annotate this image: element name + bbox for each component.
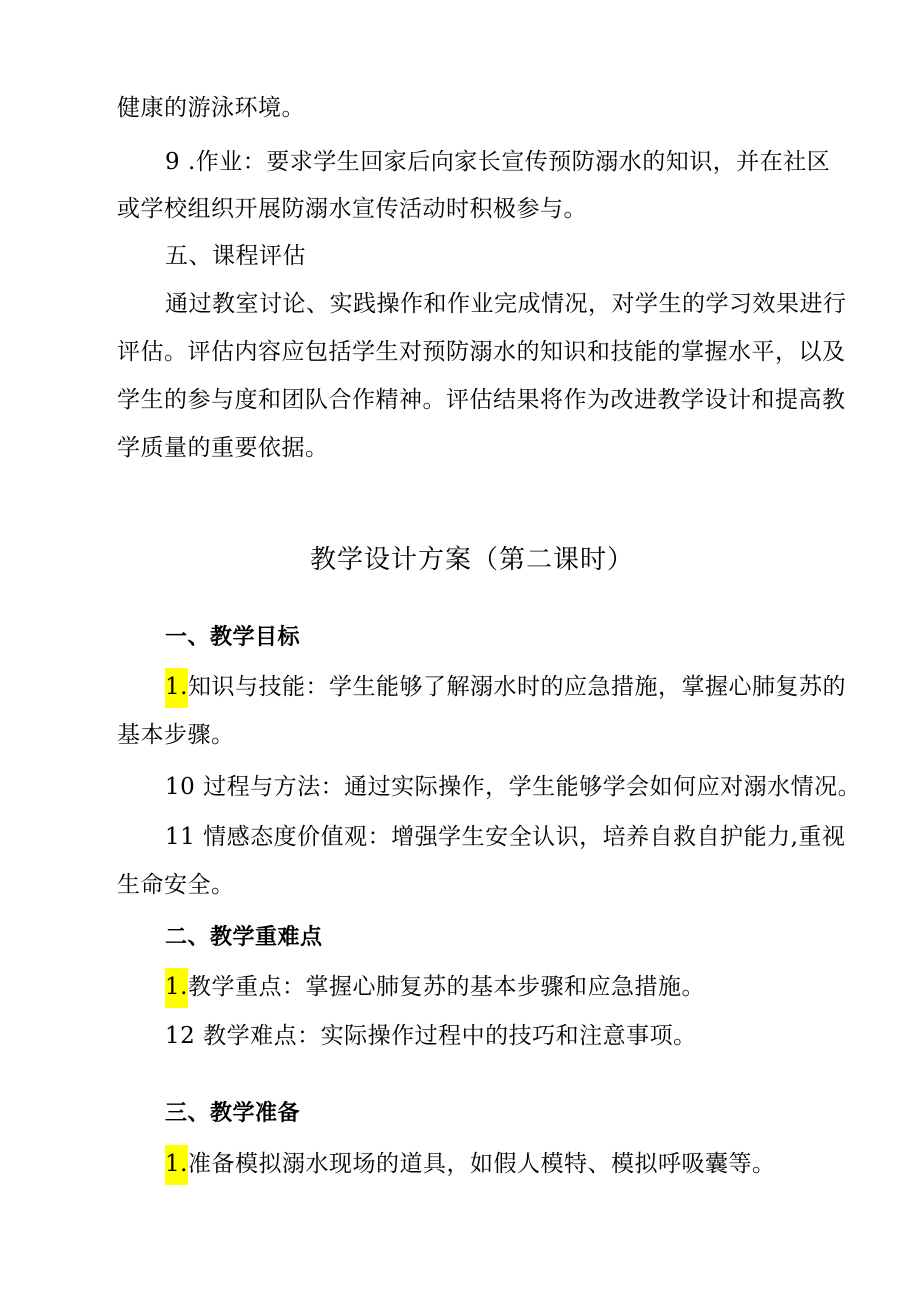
objective-item-line: 生命安全。 <box>117 872 235 898</box>
key-point-item: 12 教学难点：实际操作过程中的技巧和注意事项。 <box>165 1023 697 1049</box>
homework-item-line: 9 .作业：要求学生回家后向家长宣传预防溺水的知识，并在社区 <box>165 149 831 175</box>
section-heading-key-points: 二、教学重难点 <box>165 925 323 950</box>
objective-item: 10 过程与方法：通过实际操作，学生能够学会如何应对溺水情况。 <box>165 774 862 800</box>
homework-item-line: 或学校组织开展防溺水宣传活动时积极参与。 <box>117 196 587 222</box>
page-title: 教学设计方案（第二课时） <box>310 545 635 575</box>
evaluation-paragraph-line: 学质量的重要依据。 <box>117 435 329 461</box>
objective-item: 11 情感态度价值观：增强学生安全认识，培养自救自护能力,重视 <box>165 824 846 850</box>
preparation-item <box>165 1149 775 1179</box>
paragraph-line: 健康的游泳环境。 <box>117 95 305 121</box>
section-heading-objectives: 一、教学目标 <box>165 625 301 650</box>
evaluation-heading: 五、课程评估 <box>165 243 306 269</box>
key-point-item-text: 教学重点：掌握心肺复苏的基本步骤和应急措施。 <box>187 974 705 1000</box>
evaluation-paragraph-line: 通过教室讨论、实践操作和作业完成情况，对学生的学习效果进行 <box>165 291 847 317</box>
highlighted-number: 1. <box>165 668 188 708</box>
evaluation-paragraph-line: 评估。评估内容应包括学生对预防溺水的知识和技能的掌握水平，以及 <box>117 339 846 365</box>
objective-item-line: 基本步骤。 <box>117 722 235 748</box>
highlighted-number: 1. <box>165 968 188 1008</box>
objective-item-text: 知识与技能：学生能够了解溺水时的应急措施，掌握心肺复苏的 <box>187 674 846 700</box>
highlighted-number: 1. <box>165 1145 188 1185</box>
objective-item <box>165 672 846 702</box>
preparation-item-text: 准备模拟溺水现场的道具，如假人模特、模拟呼吸囊等。 <box>187 1151 776 1177</box>
evaluation-paragraph-line: 学生的参与度和团队合作精神。评估结果将作为改进教学设计和提高教 <box>117 387 846 413</box>
section-heading-preparation: 三、教学准备 <box>165 1101 301 1126</box>
key-point-item <box>165 972 705 1002</box>
